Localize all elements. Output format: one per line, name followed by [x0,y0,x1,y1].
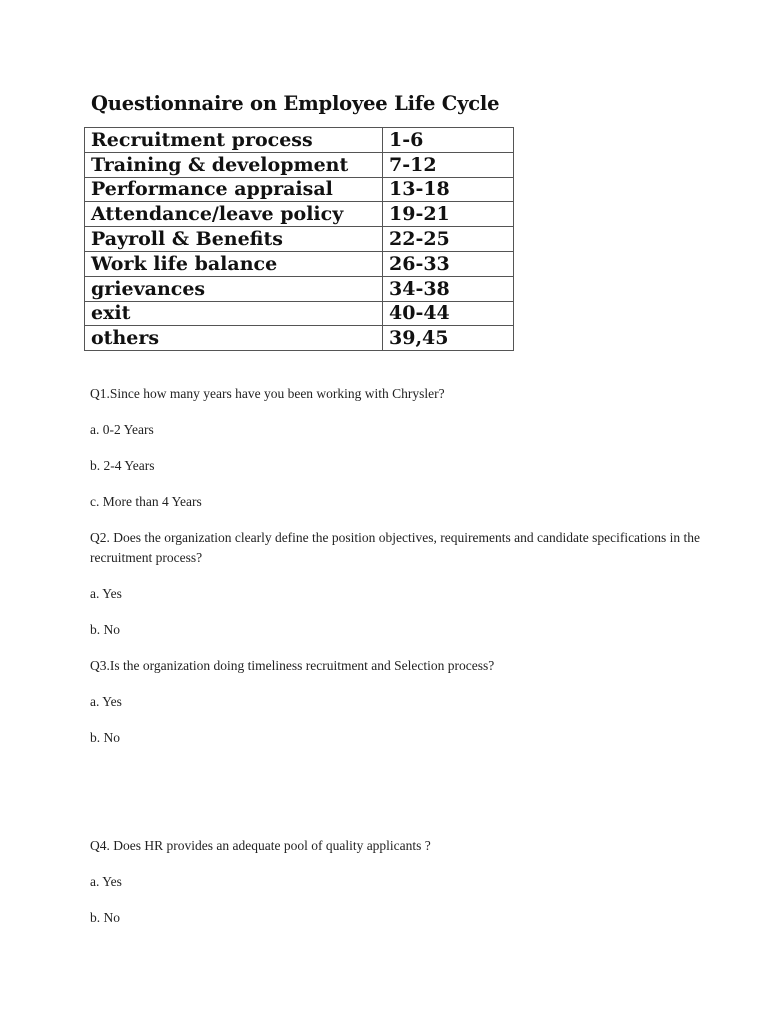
topic-cell: grievances [85,276,383,301]
topic-cell: exit [85,301,383,326]
answer-option: c. More than 4 Years [90,494,202,509]
range-cell: 1-6 [383,128,514,153]
range-cell: 13-18 [383,177,514,202]
answer-option: b. No [90,910,120,925]
range-cell: 26-33 [383,251,514,276]
table-row [85,326,514,351]
table-row [85,301,514,326]
question-block [90,384,710,512]
topic-cell: Work life balance [85,251,383,276]
answer-option: a. Yes [90,874,122,889]
answer-option: a. Yes [90,586,122,601]
topic-cell: Attendance/leave policy [85,202,383,227]
question-block [90,656,710,748]
table-row [85,251,514,276]
range-cell: 22-25 [383,227,514,252]
range-cell: 34-38 [383,276,514,301]
answer-option: a. 0-2 Years [90,422,154,437]
answer-option: b. 2-4 Years [90,458,155,473]
page-title: Questionnaire on Employee Life Cycle [91,92,500,115]
question-text: Q3.Is the organization doing timeliness recruitment and Selection process? [90,658,495,673]
table-row [85,152,514,177]
question-list [90,384,710,928]
topic-cell: Training & development [85,152,383,177]
range-cell: 39,45 [383,326,514,351]
question-text: Q1.Since how many years have you been working with Chrysler? [90,386,445,401]
range-cell: 19-21 [383,202,514,227]
table-row [85,227,514,252]
topic-cell: others [85,326,383,351]
table-row [85,276,514,301]
table-row [85,177,514,202]
table-row [85,128,514,153]
answer-option: b. No [90,730,120,745]
table-row [85,202,514,227]
topic-cell: Recruitment process [85,128,383,153]
range-cell: 7-12 [383,152,514,177]
answer-option: b. No [90,622,120,637]
range-cell: 40-44 [383,301,514,326]
question-text: Q4. Does HR provides an adequate pool of quality applicants ? [90,838,431,853]
question-block [90,836,710,928]
topic-cell: Payroll & Benefits [85,227,383,252]
question-range-table [84,127,514,351]
topic-cell: Performance appraisal [85,177,383,202]
answer-option: a. Yes [90,694,122,709]
question-text: Q2. Does the organization clearly define the position objectives, requirements and candidate specifications in the recruitment process? [90,530,701,565]
question-block [90,528,710,640]
